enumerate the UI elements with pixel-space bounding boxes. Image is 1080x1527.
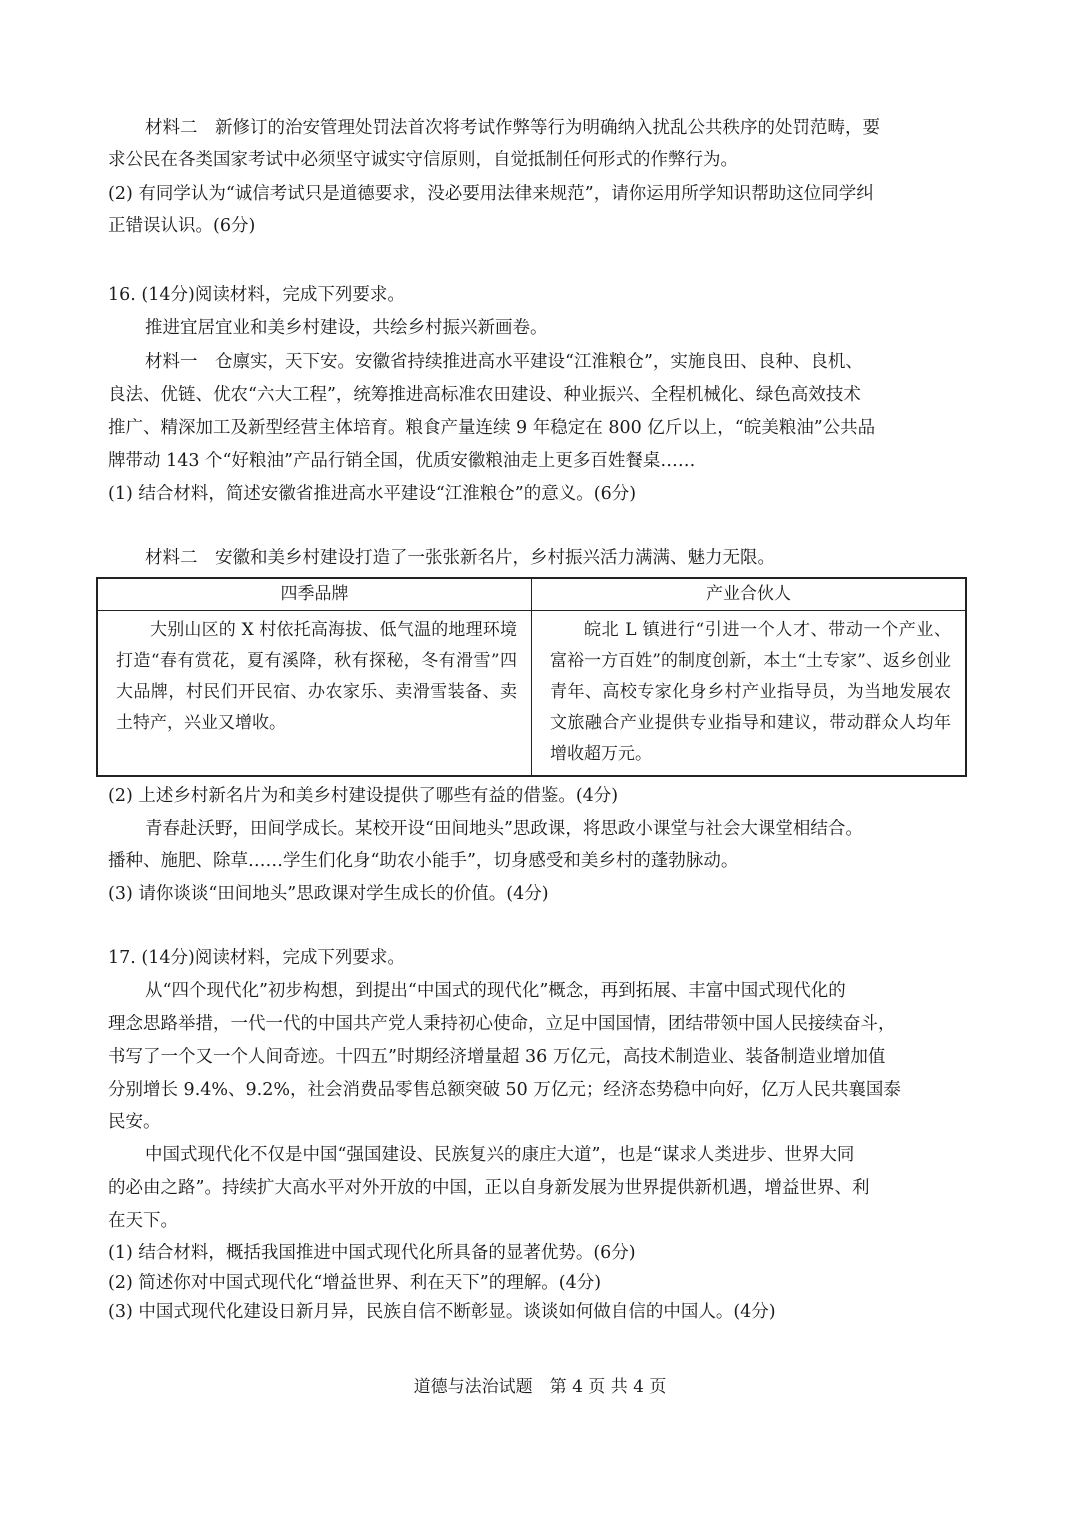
q17-question-1: (1) 结合材料，概括我国推进中国式现代化所具备的显著优势。(6分) (108, 1243, 636, 1263)
table-header-right (532, 578, 967, 610)
q17-para-2-line-3: 在天下。 (108, 1211, 178, 1231)
q16-material-1-line-3: 推广、精深加工及新型经营主体培育。粮食产量连续 9 年稳定在 800 亿斤以上，“皖美粮油”公共品 (108, 418, 876, 438)
q17-para-1-line-1: 从“四个现代化”初步构想，到提出“中国式的现代化”概念，再到拓展、丰富中国式现代化的 (145, 981, 846, 1001)
q17-header: 17. (14分)阅读材料，完成下列要求。 (108, 948, 405, 968)
q16-intro: 推进宜居宜业和美乡村建设，共绘乡村振兴新画卷。 (145, 318, 548, 338)
q16-para-3-line-2: 播种、施肥、除草……学生们化身“助农小能手”，切身感受和美乡村的蓬勃脉动。 (108, 851, 739, 871)
q17-question-2: (2) 简述你对中国式现代化“增益世界、利在天下”的理解。(4分) (108, 1273, 602, 1293)
q16-header: 16. (14分)阅读材料，完成下列要求。 (108, 285, 405, 305)
q17-para-1-line-5: 民安。 (108, 1112, 161, 1132)
q16-para-3-line-1: 青春赴沃野，田间学成长。某校开设“田间地头”思政课，将思政小课堂与社会大课堂相结合。 (145, 819, 863, 839)
q17-para-1-line-4: 分别增长 9.4%、9.2%，社会消费品零售总额突破 50 万亿元；经济态势稳中向好，亿万人民共襄国泰 (108, 1080, 901, 1100)
q17-para-1-line-2: 理念思路举措，一代一代的中国共产党人秉持初心使命，立足中国国情，团结带领中国人民接续奋斗， (108, 1014, 896, 1034)
q17-para-2-line-1: 中国式现代化不仅是中国“强国建设、民族复兴的康庄大道”，也是“谋求人类进步、世界大同 (145, 1145, 855, 1165)
q16-material-2: 材料二 安徽和美乡村建设打造了一张张新名片，乡村振兴活力满满、魅力无限。 (145, 548, 775, 568)
four-seasons-brand-body: 大别山区的 X 村依托高海拔、低气温的地理环境打造“春有赏花，夏有溪降，秋有探秘，冬有滑雪”四大品牌，村民们开民宿、办农家乐、卖滑雪装备、卖土特产，兴业又增收。 (116, 619, 517, 733)
q16-material-1-line-1: 材料一 仓廪实，天下安。安徽省持续推进高水平建设“江淮粮仓”，实施良田、良种、良机、 (145, 352, 863, 372)
material-2-line-2: 求公民在各类国家考试中必须坚守诚实守信原则，自觉抵制任何形式的作弊行为。 (108, 150, 738, 170)
q17-question-3: (3) 中国式现代化建设日新月异，民族自信不断彰显。谈谈如何做自信的中国人。(4分) (108, 1302, 776, 1322)
q16-material-1-line-4: 牌带动 143 个“好粮油”产品行销全国，优质安徽粮油走上更多百姓餐桌…… (108, 451, 696, 471)
q15-2-line-1: (2) 有同学认为“诚信考试只是道德要求，没必要用法律来规范”，请你运用所学知识帮助这位同学纠 (108, 184, 874, 204)
q16-question-1: (1) 结合材料，简述安徽省推进高水平建设“江淮粮仓”的意义。(6分) (108, 484, 637, 504)
q17-para-2-line-2: 的必由之路”。持续扩大高水平对外开放的中国，正以自身新发展为世界提供新机遇，增益世界、利 (108, 1178, 870, 1198)
industry-partner-body: 皖北 L 镇进行“引进一个人才、带动一个产业、富裕一方百姓”的制度创新，本土“土专家”、返乡创业青年、高校专家化身乡村产业指导员，为当地发展农文旅融合产业提供专业指导和建议，带动群众人均年增收超万元。 (550, 619, 951, 764)
material-table (96, 577, 967, 777)
industry-partner-header: 产业合伙人 (706, 584, 791, 604)
q17-para-1-line-3: 书写了一个又一个人间奇迹。十四五”时期经济增量超 36 万亿元，高技术制造业、装备制造业增加值 (108, 1047, 886, 1067)
q16-question-2: (2) 上述乡村新名片为和美乡村建设提供了哪些有益的借鉴。(4分) (108, 786, 619, 806)
material-2-line-1: 材料二 新修订的治安管理处罚法首次将考试作弊等行为明确纳入扰乱公共秩序的处罚范畴，要 (145, 118, 880, 138)
four-seasons-brand-header: 四季品牌 (280, 584, 349, 604)
table-cell-left (97, 610, 532, 776)
q16-question-3: (3) 请你谈谈“田间地头”思政课对学生成长的价值。(4分) (108, 884, 549, 904)
q15-2-line-2: 正错误认识。(6分) (108, 216, 256, 236)
q16-material-1-line-2: 良法、优链、优农“六大工程”，统筹推进高标准农田建设、种业振兴、全程机械化、绿色高效技术 (108, 385, 861, 405)
page-footer: 道德与法治试题 第 4 页 共 4 页 (413, 1377, 667, 1397)
table-cell-right (532, 610, 967, 776)
table-header-left (97, 578, 532, 610)
